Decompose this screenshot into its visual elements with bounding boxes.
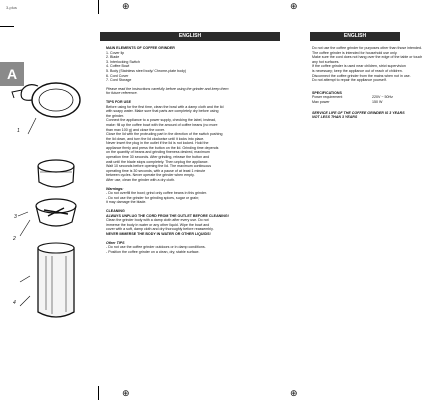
paragraph-line: is necessary; keep the appliance out of reach of children.: [312, 68, 403, 73]
paragraph-line: cover with a soft, damp cloth and dry thoroughly before reassembly.: [106, 227, 214, 232]
paragraph-line: than max 100 g) and close the cover.: [106, 127, 165, 132]
cleaning-bold-note: NEVER IMMERSE THE BODY IN WATER OR OTHER LIQUIDS!: [106, 231, 211, 236]
cord-storage-drawing: [12, 83, 80, 134]
main-parts-list: [106, 51, 284, 83]
paragraph-line: make: fill up the coffee bowl with the amount of coffee beans (no more: [106, 122, 218, 127]
paragraph-line: If the coffee grinder is used near children, strict supervision: [312, 64, 406, 69]
service-life-line: SERVICE LIFE OF THE COFFEE GRINDER IS 3 YEARS: [312, 110, 405, 115]
paragraph-line: Connect the appliance to a power supply, checking the label, instead,: [106, 118, 217, 123]
intro-line: for future reference.: [106, 91, 138, 96]
figure-number: 3: [14, 214, 17, 220]
main-parts-title: MAIN ELEMENTS OF COFFEE GRINDER: [106, 46, 175, 50]
paragraph-line: - Position the coffee grinder on a clean, dry, stable surface.: [106, 249, 200, 254]
list-item: 3. Interlocking Switch: [106, 59, 140, 64]
list-item: 5. Body (Stainless steel body/ Chrome-plate body): [106, 68, 187, 73]
paragraph-line: The coffee grinder is intended for household use only.: [312, 50, 398, 55]
spec-value: 220V ~ 50Hz: [372, 95, 393, 100]
paragraph-line: operation time 30 seconds. After grinding, release the button and: [106, 155, 210, 160]
paragraph-line: Clean the grinder body with a damp cloth after every use. Do not: [106, 218, 209, 223]
trim-mark: [98, 386, 99, 400]
grinder-body-drawing: [20, 243, 74, 317]
trim-mark: [98, 0, 99, 14]
tips-title: TIPS FOR USE: [106, 99, 131, 104]
list-item: 1. Cover lip: [106, 50, 125, 55]
grinder-illustrations: [8, 60, 98, 380]
page-tag: 3-plus: [6, 5, 17, 10]
figure-number: 2: [13, 236, 16, 242]
paragraph-line: Do not use the coffee grinder for purposes other than those intended.: [312, 46, 422, 50]
blade-bowl-drawing: [18, 199, 76, 236]
paragraph-line: Close the lid with the protruding part in the direction of the switch pushing: [106, 132, 223, 137]
paragraph-line: the lid down, and turn the lid clockwise until it locks into place.: [106, 136, 205, 141]
paragraph-line: on the quantity of beans and grinding fineness desired, maximum: [106, 150, 210, 155]
spec-row: [312, 100, 400, 105]
figure-number: 4: [13, 300, 16, 306]
paragraph-line: operating time is 30 seconds, with a pause of at least 1 minute: [106, 168, 206, 173]
cleaning-warning: ALWAYS UNPLUG THE CORD FROM THE OUTLET BEFORE CLEANING!: [106, 213, 229, 218]
paragraph-line: Never insert the plug in the outlet if the lid is not locked. Hold the: [106, 141, 209, 146]
paragraph-line: any hot surfaces.: [312, 59, 340, 64]
paragraph-line: Before using for the first time, clean the bowl with a damp cloth and the lid: [106, 104, 224, 109]
spec-label: Power requirement: [312, 95, 343, 100]
right-text-column: [312, 46, 422, 120]
paragraph-line: - Do not use the grinder for grinding spices, sugar or grain;: [106, 195, 200, 200]
list-item: 6. Cord Cover: [106, 73, 129, 78]
paragraph-line: Wait 10 seconds before opening the lid. The maximum continuous: [106, 164, 212, 169]
paragraph-line: Do not attempt to repair the appliance yourself.: [312, 78, 387, 83]
specifications-title: SPECIFICATIONS: [312, 90, 342, 95]
paragraph-line: Make sure the cord does not hang over the edge of the table or touch: [312, 55, 422, 60]
paragraph-line: between cycles. Never operate the grinder when empty.: [106, 173, 195, 178]
left-text-column: [106, 46, 284, 254]
paragraph-line: with soapy water. Make sure that parts are completely dry before using: [106, 109, 219, 114]
right-page-header: ENGLISH: [310, 32, 400, 41]
paragraph-line: immerse the body in water or any other liquid. Wipe the bowl and: [106, 222, 210, 227]
paragraph-line: - Do not use the coffee grinder outdoors or in damp conditions.: [106, 245, 206, 250]
registration-mark-top-right: ⊕: [290, 2, 298, 12]
intro-line: Please read the instructions carefully before using the grinder and keep them: [106, 86, 229, 91]
cover-lid-drawing: [38, 160, 74, 187]
list-item: 2. Blade: [106, 55, 120, 60]
registration-mark-top-left: ⊕: [122, 2, 130, 12]
paragraph-line: the grinder.: [106, 113, 124, 118]
registration-mark-bottom-left: ⊕: [122, 389, 130, 399]
list-item: 4. Coffee Bowl: [106, 64, 130, 69]
paragraph-line: - Do not overfill the bowl; grind only coffee beans in this grinder.: [106, 191, 208, 196]
spec-value: 150 W: [372, 99, 383, 104]
other-tips-title: Other TIPS: [106, 240, 125, 245]
spec-label: Max power: [312, 99, 330, 104]
paragraph-line: wait until the blade stops completely. Then unplug the appliance.: [106, 159, 209, 164]
registration-mark-bottom-right: ⊕: [290, 389, 298, 399]
list-item: 7. Cord Storage: [106, 78, 132, 83]
warning-title: Warnings:: [106, 186, 124, 191]
paragraph-line: it may damage the blade.: [106, 200, 147, 205]
paragraph-line: After use, clean the grinder with a dry cloth.: [106, 178, 176, 183]
section-tab: A: [0, 62, 24, 86]
left-page-header: ENGLISH: [100, 32, 280, 41]
paragraph-line: appliance firmly and press the button on the lid. Grinding time depends: [106, 145, 219, 150]
trim-mark: [0, 26, 14, 27]
cleaning-title: CLEANING: [106, 209, 125, 213]
figure-number: 1: [17, 128, 20, 134]
paragraph-line: Disconnect the coffee grinder from the mains when not in use.: [312, 73, 411, 78]
service-life-line: NOT LESS THAN 3 YEARS: [312, 115, 358, 120]
